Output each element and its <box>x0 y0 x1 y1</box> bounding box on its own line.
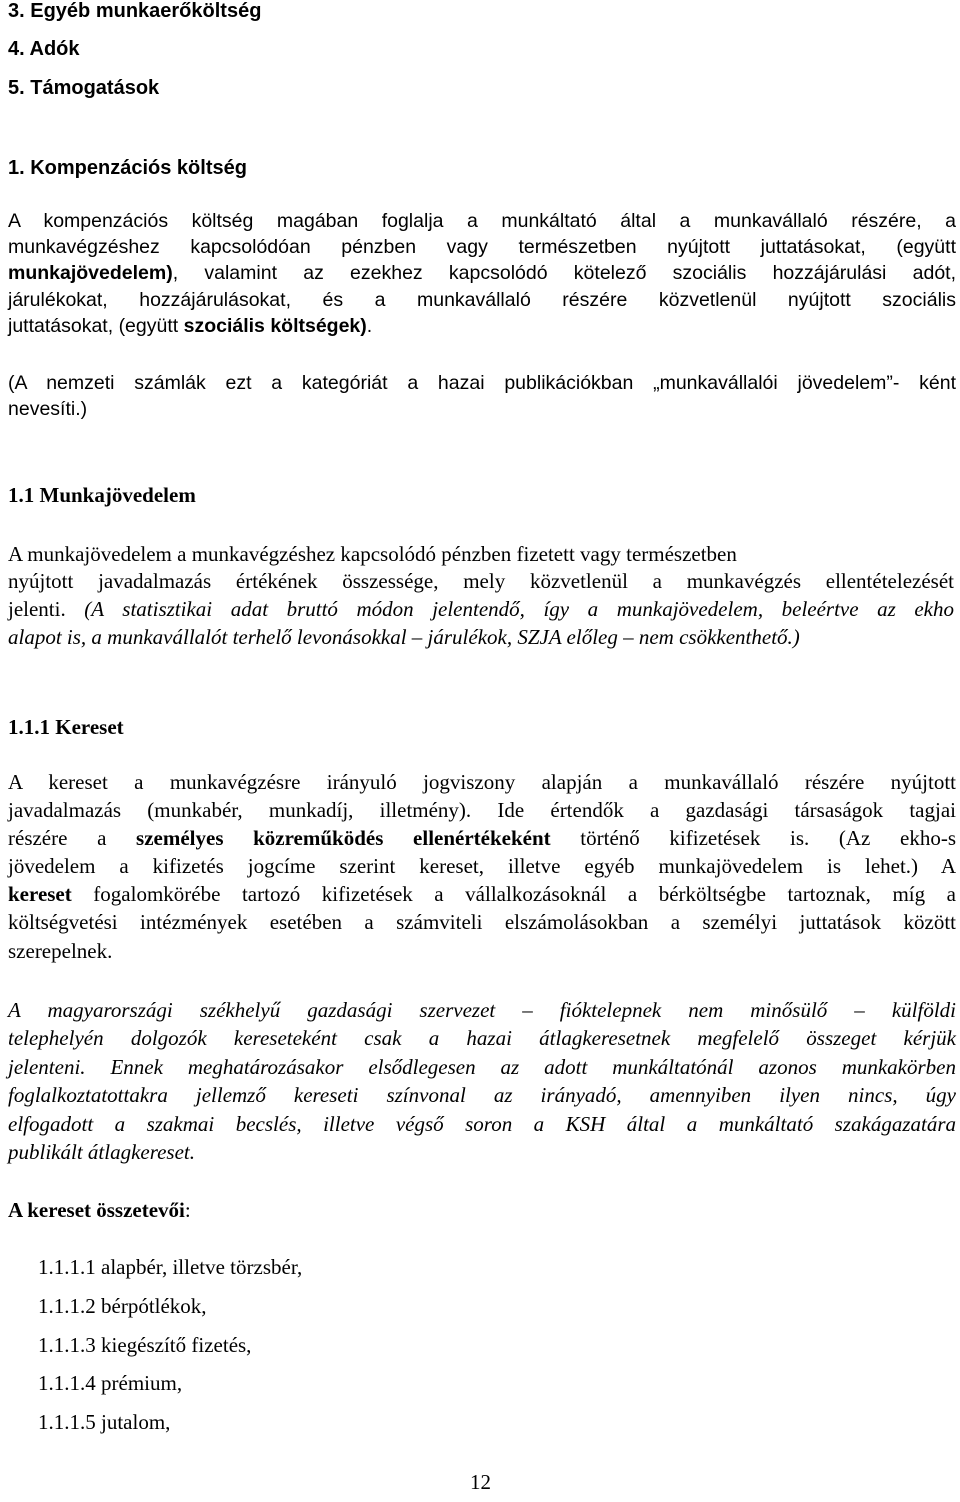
component-item: 1.1.1.5 jutalom, <box>38 1410 171 1434</box>
section-1-para1-line2: munkavégzéshez kapcsolódóan pénzben vagy természetben nyújtott juttatásokat, (együtt <box>8 236 956 258</box>
section-1-para2-line1: (A nemzeti számlák ezt a kategóriát a hazai publikációkban „munkavállalói jövedelem”- ként <box>8 372 956 394</box>
components-heading <box>8 1198 191 1223</box>
italic-note-line5: elfogadott a szakmai becslés, illetve végső soron a KSH által a munkáltató szakágazatára <box>8 1112 956 1136</box>
kereset-line5 <box>8 882 956 907</box>
kereset-line6: költségvetési intézmények esetében a számviteli elszámolásokban a személyi juttatások között <box>8 910 956 934</box>
component-item: 1.1.1.4 prémium, <box>38 1371 183 1395</box>
section-1-para1-line1: A kompenzációs költség magában foglalja a munkáltató által a munkavállaló részére, a <box>8 210 956 232</box>
kereset-line5-rest: fogalomkörébe tartozó kifizetések a vállalkozásoknál a bérköltségbe tartoznak, míg a <box>71 882 956 906</box>
italic-note-line4: foglalkoztatottakra jellemző kereseti színvonal az irányadó, amennyiben ilyen nincs, úgy <box>8 1083 956 1107</box>
kereset-line3 <box>8 826 956 851</box>
kereset-line1: A kereset a munkavégzésre irányuló jogviszony alapján a munkavállaló részére nyújtott <box>8 770 956 794</box>
section-1-1-line4: alapot is, a munkavállalót terhelő levonásokkal – járulékok, SZJA előleg – nem csökkenthető.) <box>8 625 800 649</box>
section-1-1-line2: nyújtott javadalmazás értékének összessége, mely közvetlenül a munkavégzés ellentételezését <box>8 569 954 593</box>
bold-term-kereset: kereset <box>8 882 72 906</box>
section-1-1-line1: A munkajövedelem a munkavégzéshez kapcsolódó pénzben fizetett vagy természetben <box>8 542 737 566</box>
kereset-line3-end: történő kifizetések is. (Az ekho-s <box>550 826 956 850</box>
kereset-line7: szerepelnek. <box>8 939 113 963</box>
kereset-line4: jövedelem a kifizetés jogcíme szerint kereset, illetve egyéb munkajövedelem is lehet.) A <box>8 854 956 878</box>
section-1-1-line3 <box>8 597 954 622</box>
bold-term-szocialis-koltsegek: szociális költségek) <box>183 315 367 337</box>
italic-note-line2: telephelyén dolgozók kereseteként csak a hazai átlagkeresetnek megfelelő összeget kérjük <box>8 1026 956 1050</box>
section-1-para1-line5 <box>8 315 372 338</box>
section-1-heading: 1. Kompenzációs költség <box>8 157 247 179</box>
bold-term-munkajovedelem: munkajövedelem) <box>8 262 173 284</box>
component-item: 1.1.1.1 alapbér, illetve törzsbér, <box>38 1255 303 1279</box>
italic-note-line6: publikált átlagkereset. <box>8 1140 196 1164</box>
kereset-line3-start: részére a <box>8 826 137 850</box>
section-1-para1-line3 <box>8 262 956 285</box>
section-1-para1-line4: járulékokat, hozzájárulásokat, és a munkavállaló részére közvetlenül nyújtott szociális <box>8 289 956 311</box>
components-heading-text: A kereset összetevői <box>8 1198 185 1222</box>
section-1-1-heading: 1.1 Munkajövedelem <box>8 483 196 507</box>
kereset-line2: javadalmazás (munkabér, munkadíj, illetmény). Ide értendők a gazdasági társaságok tagjai <box>8 798 956 822</box>
component-item: 1.1.1.3 kiegészítő fizetés, <box>38 1333 252 1357</box>
list-item-5: 5. Támogatások <box>8 77 160 99</box>
para1-line3-rest: , valamint az ezekhez kapcsolódó kötelező szociális hozzájárulási adót, <box>172 262 956 284</box>
list-item-4: 4. Adók <box>8 38 80 60</box>
italic-note-line3: jelenteni. Ennek meghatározásakor elsődlegesen az adott munkáltatónál azonos munkakörben <box>8 1055 956 1079</box>
line3-start: jelenti. <box>8 597 85 621</box>
italic-note-start: (A statisztikai adat bruttó módon jelentendő, így a munkajövedelem, beleértve az ekho <box>84 597 954 621</box>
section-1-1-1-heading: 1.1.1 Kereset <box>8 715 124 739</box>
component-item: 1.1.1.2 bérpótlékok, <box>38 1294 207 1318</box>
list-item-3: 3. Egyéb munkaerőköltség <box>8 0 262 22</box>
italic-note-line1: A magyarországi székhelyű gazdasági szervezet – fióktelepnek nem minősülő – külföldi <box>8 998 956 1022</box>
page-number: 12 <box>470 1470 491 1494</box>
para1-line5-start: juttatásokat, (együtt <box>8 315 184 337</box>
para1-line5-end: . <box>366 315 373 337</box>
components-heading-colon: : <box>184 1198 191 1222</box>
bold-term-szemelyes-kozremukodes: személyes közreműködés ellenértékeként <box>136 826 551 850</box>
section-1-para2-line2: nevesíti.) <box>8 398 88 420</box>
